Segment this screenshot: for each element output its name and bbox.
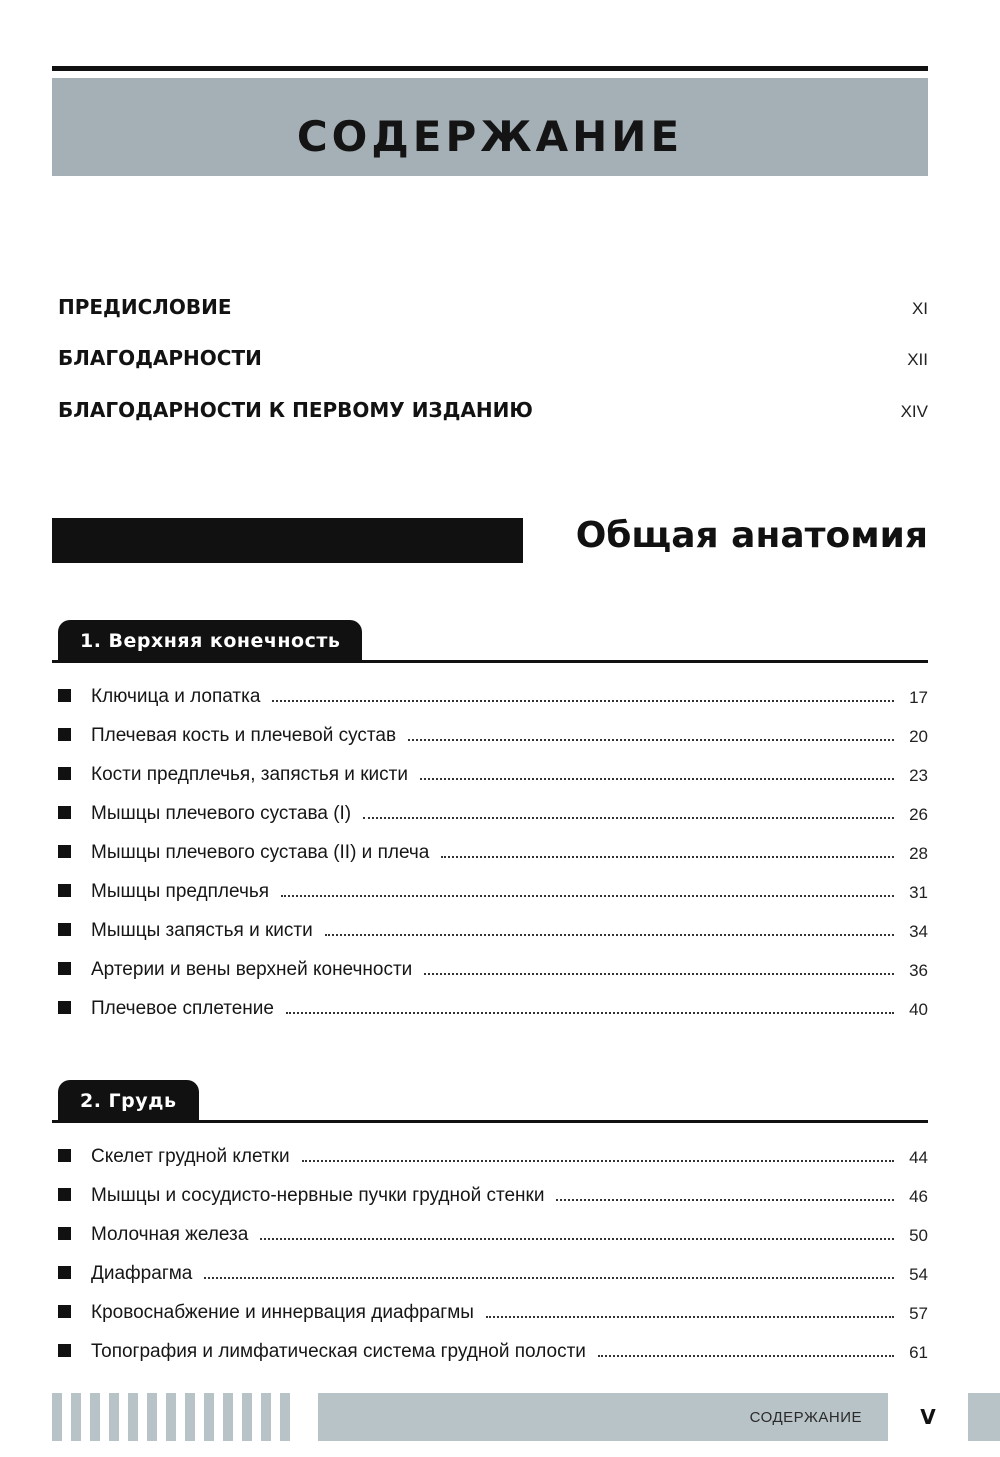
- toc-entry[interactable]: [58, 875, 928, 903]
- entry-title: Плечевое сплетение: [91, 998, 274, 1019]
- toc-entry[interactable]: [58, 1179, 928, 1207]
- entry-page: 44: [909, 1148, 928, 1167]
- toc-entry[interactable]: [58, 836, 928, 864]
- part-title: Общая анатомия: [575, 515, 928, 556]
- square-bullet-icon: [58, 1227, 71, 1240]
- square-bullet-icon: [58, 962, 71, 975]
- toc-entry[interactable]: [58, 680, 928, 708]
- dot-leader: [281, 895, 894, 897]
- toc-entry[interactable]: [58, 1335, 928, 1363]
- entry-page: 61: [909, 1343, 928, 1362]
- front-item-preface[interactable]: [58, 295, 928, 319]
- page-title: СОДЕРЖАНИЕ: [296, 112, 684, 161]
- entry-title: Ключица и лопатка: [91, 686, 261, 707]
- square-bullet-icon: [58, 1001, 71, 1014]
- footer-stripe: [128, 1393, 138, 1441]
- toc-entry[interactable]: [58, 719, 928, 747]
- dot-leader: [286, 1012, 894, 1014]
- front-item-page: XIV: [900, 402, 928, 421]
- square-bullet-icon: [58, 767, 71, 780]
- footer-stripe: [261, 1393, 271, 1441]
- footer-stripe: [52, 1393, 62, 1441]
- footer-section-label: СОДЕРЖАНИЕ: [749, 1408, 862, 1426]
- entry-title: Мышцы и сосудисто-нервные пучки грудной стенки: [91, 1185, 545, 1206]
- front-item-first-edition-acknowledgements[interactable]: [58, 398, 928, 422]
- entry-title: Плечевая кость и плечевой сустав: [91, 725, 397, 746]
- square-bullet-icon: [58, 689, 71, 702]
- chapter-tab-upper-limb[interactable]: 1. Верхняя конечность: [58, 620, 362, 662]
- front-item-title: ПРЕДИСЛОВИЕ: [58, 295, 232, 319]
- toc-entry[interactable]: [58, 992, 928, 1020]
- front-item-acknowledgements[interactable]: [58, 346, 928, 370]
- entry-page: 50: [909, 1226, 928, 1245]
- entry-page: 40: [909, 1000, 928, 1019]
- footer-stripe: [280, 1393, 290, 1441]
- entry-page: 17: [909, 688, 928, 707]
- square-bullet-icon: [58, 845, 71, 858]
- dot-leader: [441, 856, 894, 858]
- dot-leader: [302, 1160, 894, 1162]
- entry-page: 23: [909, 766, 928, 785]
- part-heading-bar: [52, 518, 523, 563]
- dot-leader: [486, 1316, 894, 1318]
- square-bullet-icon: [58, 923, 71, 936]
- dot-leader: [420, 778, 894, 780]
- entry-title: Кости предплечья, запястья и кисти: [91, 764, 408, 785]
- footer-stripes: [52, 1393, 290, 1441]
- footer-stripe: [204, 1393, 214, 1441]
- square-bullet-icon: [58, 806, 71, 819]
- entry-page: 34: [909, 922, 928, 941]
- entry-title: Мышцы запястья и кисти: [91, 920, 313, 941]
- footer-stripe: [71, 1393, 81, 1441]
- chapter-rule: [52, 660, 928, 663]
- toc-entry[interactable]: [58, 914, 928, 942]
- entry-page: 57: [909, 1304, 928, 1323]
- square-bullet-icon: [58, 728, 71, 741]
- dot-leader: [424, 973, 894, 975]
- title-band: [52, 78, 928, 176]
- dot-leader: [598, 1355, 894, 1357]
- entry-page: 31: [909, 883, 928, 902]
- entry-page: 36: [909, 961, 928, 980]
- entry-page: 28: [909, 844, 928, 863]
- footer-stripe: [90, 1393, 100, 1441]
- footer-stripe: [147, 1393, 157, 1441]
- footer-page-number: V: [920, 1405, 936, 1429]
- toc-entry[interactable]: [58, 953, 928, 981]
- entry-page: 46: [909, 1187, 928, 1206]
- footer-stripe: [166, 1393, 176, 1441]
- toc-entry[interactable]: [58, 1257, 928, 1285]
- chapter-tab-chest[interactable]: 2. Грудь: [58, 1080, 199, 1122]
- entry-title: Топография и лимфатическая система грудной полости: [91, 1341, 586, 1362]
- front-item-page: XI: [911, 299, 928, 318]
- square-bullet-icon: [58, 1149, 71, 1162]
- square-bullet-icon: [58, 1266, 71, 1279]
- entry-title: Кровоснабжение и иннервация диафрагмы: [91, 1302, 474, 1323]
- dot-leader: [363, 817, 894, 819]
- square-bullet-icon: [58, 1344, 71, 1357]
- front-item-page: XII: [907, 350, 928, 369]
- front-item-title: БЛАГОДАРНОСТИ К ПЕРВОМУ ИЗДАНИЮ: [58, 398, 533, 422]
- dot-leader: [204, 1277, 894, 1279]
- footer-band: [318, 1393, 888, 1441]
- footer-stripe: [242, 1393, 252, 1441]
- toc-entry[interactable]: [58, 758, 928, 786]
- dot-leader: [325, 934, 894, 936]
- entry-title: Мышцы предплечья: [91, 881, 270, 902]
- dot-leader: [272, 700, 894, 702]
- entry-title: Мышцы плечевого сустава (I): [91, 803, 352, 824]
- footer-stripe: [223, 1393, 233, 1441]
- entry-title: Скелет грудной клетки: [91, 1146, 290, 1167]
- toc-entry[interactable]: [58, 1140, 928, 1168]
- entry-page: 20: [909, 727, 928, 746]
- front-item-title: БЛАГОДАРНОСТИ: [58, 346, 262, 370]
- dot-leader: [260, 1238, 894, 1240]
- dot-leader: [408, 739, 894, 741]
- toc-entry[interactable]: [58, 797, 928, 825]
- entry-page: 26: [909, 805, 928, 824]
- toc-entry[interactable]: [58, 1296, 928, 1324]
- entry-title: Артерии и вены верхней конечности: [91, 959, 413, 980]
- toc-entry[interactable]: [58, 1218, 928, 1246]
- entry-title: Диафрагма: [91, 1263, 193, 1284]
- chapter-rule: [52, 1120, 928, 1123]
- entry-title: Молочная железа: [91, 1224, 249, 1245]
- dot-leader: [556, 1199, 894, 1201]
- footer-stripe: [185, 1393, 195, 1441]
- entry-title: Мышцы плечевого сустава (II) и плеча: [91, 842, 430, 863]
- entry-page: 54: [909, 1265, 928, 1284]
- square-bullet-icon: [58, 884, 71, 897]
- header-rule: [52, 66, 928, 71]
- square-bullet-icon: [58, 1305, 71, 1318]
- footer-edge-band: [968, 1393, 1000, 1441]
- footer-stripe: [109, 1393, 119, 1441]
- square-bullet-icon: [58, 1188, 71, 1201]
